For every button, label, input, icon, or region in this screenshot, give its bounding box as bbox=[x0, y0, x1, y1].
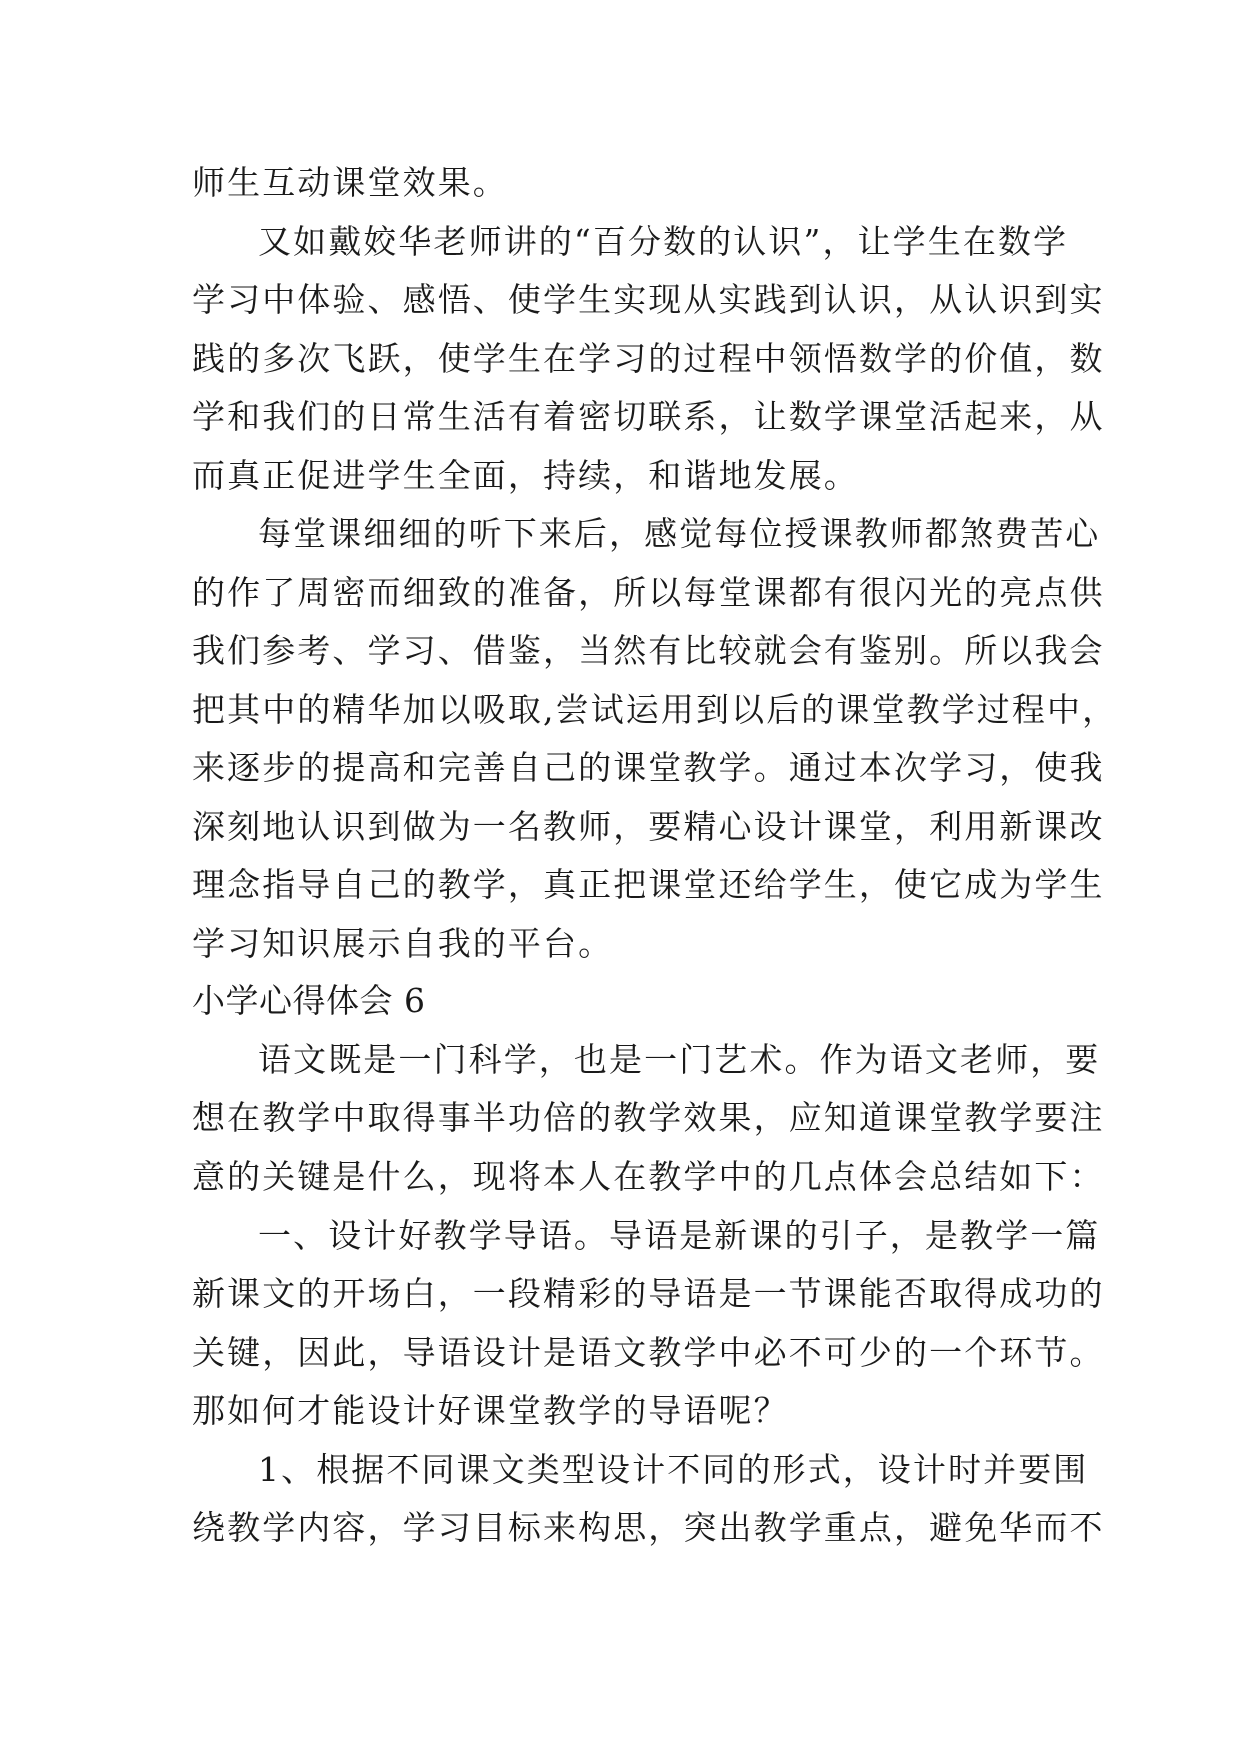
text-line: 关键，因此，导语设计是语文教学中必不可少的一个环节。 bbox=[192, 1333, 1105, 1372]
paragraph-start-line: 又如戴姣华老师讲的“百分数的认识”，让学生在数学 bbox=[258, 222, 1069, 261]
text-line: 我们参考、学习、借鉴，当然有比较就会有鉴别。所以我会 bbox=[192, 631, 1105, 670]
text-line: 的作了周密而细致的准备，所以每堂课都有很闪光的亮点供 bbox=[192, 573, 1105, 612]
text-line: 那如何才能设计好课堂教学的导语呢？ bbox=[192, 1391, 789, 1430]
paragraph-start-line: 1、根据不同课文类型设计不同的形式，设计时并要围 bbox=[258, 1450, 1089, 1489]
text-line: 践的多次飞跃，使学生在学习的过程中领悟数学的价值，数 bbox=[192, 339, 1105, 378]
text-line: 学和我们的日常生活有着密切联系，让数学课堂活起来，从 bbox=[192, 397, 1105, 436]
text-line: 理念指导自己的教学，真正把课堂还给学生，使它成为学生 bbox=[192, 865, 1105, 904]
text-line: 新课文的开场白，一段精彩的导语是一节课能否取得成功的 bbox=[192, 1274, 1105, 1313]
paragraph-start-line: 每堂课细细的听下来后，感觉每位授课教师都煞费苦心 bbox=[258, 514, 1101, 553]
paragraph-start-line: 语文既是一门科学，也是一门艺术。作为语文老师，要 bbox=[258, 1040, 1101, 1079]
text-line: 把其中的精华加以吸取,尝试运用到以后的课堂教学过程中， bbox=[192, 690, 1118, 729]
text-line: 意的关键是什么，现将本人在教学中的几点体会总结如下： bbox=[192, 1157, 1105, 1196]
text-line: 深刻地认识到做为一名教师，要精心设计课堂，利用新课改 bbox=[192, 807, 1105, 846]
text-line: 来逐步的提高和完善自己的课堂教学。通过本次学习，使我 bbox=[192, 748, 1105, 787]
text-line: 而真正促进学生全面，持续，和谐地发展。 bbox=[192, 456, 859, 495]
text-line: 绕教学内容，学习目标来构思，突出教学重点，避免华而不 bbox=[192, 1508, 1105, 1547]
text-line: 学习中体验、感悟、使学生实现从实践到认识，从认识到实 bbox=[192, 280, 1105, 319]
section-heading: 小学心得体会 6 bbox=[192, 981, 426, 1020]
text-line: 想在教学中取得事半功倍的教学效果，应知道课堂教学要注 bbox=[192, 1098, 1105, 1137]
paragraph-start-line: 一、设计好教学导语。导语是新课的引子，是教学一篇 bbox=[258, 1216, 1101, 1255]
text-line: 师生互动课堂效果。 bbox=[192, 163, 508, 202]
text-line: 学习知识展示自我的平台。 bbox=[192, 924, 614, 963]
